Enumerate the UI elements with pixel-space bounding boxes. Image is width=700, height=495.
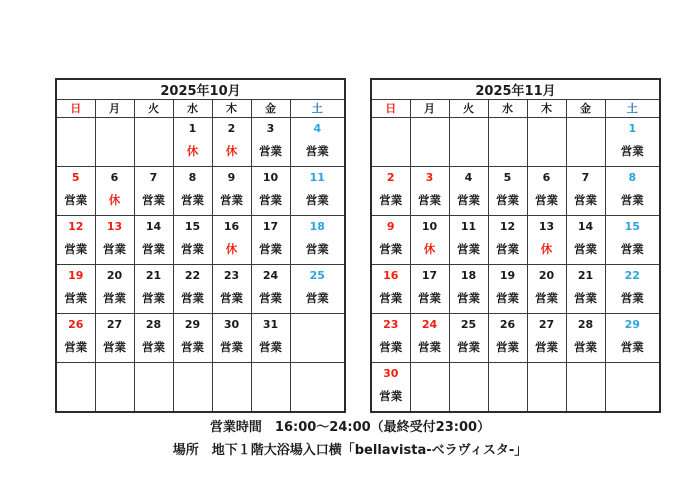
day-status: 営業 xyxy=(142,193,165,207)
day-status: 休 xyxy=(423,242,436,256)
day-number: 21 xyxy=(577,269,594,282)
weekday-header: 日 xyxy=(371,100,410,118)
calendar-day-cell xyxy=(290,118,345,167)
day-number: 3 xyxy=(425,171,434,184)
calendar-day-cell xyxy=(56,363,95,413)
calendar-day-cell xyxy=(95,118,134,167)
day-number: 20 xyxy=(106,269,123,282)
day-status: 休 xyxy=(540,242,553,256)
calendar-week-row xyxy=(371,265,660,314)
day-status: 営業 xyxy=(457,193,480,207)
day-number: 22 xyxy=(184,269,201,282)
calendar-day-cell xyxy=(173,167,212,216)
day-status: 営業 xyxy=(535,193,558,207)
day-status: 営業 xyxy=(259,291,282,305)
day-number: 16 xyxy=(383,269,399,282)
day-number: 26 xyxy=(499,318,516,331)
calendar-day-cell xyxy=(212,118,251,167)
weekday-header: 火 xyxy=(449,100,488,118)
day-status: 営業 xyxy=(574,242,597,256)
day-status: 営業 xyxy=(535,291,558,305)
calendar-day-cell xyxy=(410,216,449,265)
day-status: 営業 xyxy=(142,340,165,354)
day-status: 営業 xyxy=(496,291,519,305)
calendar-day-cell xyxy=(173,314,212,363)
calendar-day-cell xyxy=(449,265,488,314)
day-number: 13 xyxy=(538,220,555,233)
calendar-day-cell xyxy=(488,118,527,167)
calendar-week-row xyxy=(56,216,345,265)
calendar-day-cell xyxy=(527,216,566,265)
day-status: 営業 xyxy=(142,291,165,305)
day-status: 営業 xyxy=(259,340,282,354)
calendar-week-row xyxy=(56,314,345,363)
calendar-day-cell xyxy=(134,265,173,314)
day-number: 23 xyxy=(223,269,240,282)
day-number: 6 xyxy=(110,171,119,184)
calendar-week-row xyxy=(371,118,660,167)
calendar-week-row xyxy=(371,167,660,216)
footer-info xyxy=(0,416,700,462)
calendar-day-cell xyxy=(212,363,251,413)
calendar-day-cell xyxy=(290,265,345,314)
calendar-day-cell xyxy=(134,314,173,363)
weekday-header: 土 xyxy=(290,100,345,118)
calendar-day-cell xyxy=(527,265,566,314)
day-number: 9 xyxy=(386,220,395,233)
calendar-day-cell xyxy=(371,167,410,216)
calendar-day-cell xyxy=(251,314,290,363)
day-number: 6 xyxy=(542,171,551,184)
calendar-day-cell xyxy=(212,314,251,363)
day-number: 19 xyxy=(68,269,84,282)
day-status: 営業 xyxy=(379,389,403,403)
calendar-day-cell xyxy=(95,216,134,265)
calendar-2025-11 xyxy=(370,78,661,413)
day-number: 29 xyxy=(184,318,201,331)
day-number: 14 xyxy=(145,220,162,233)
calendar-day-cell xyxy=(566,363,605,413)
day-status: 営業 xyxy=(496,242,519,256)
calendar-2025-10 xyxy=(55,78,346,413)
calendar-day-cell xyxy=(527,314,566,363)
day-number: 19 xyxy=(499,269,516,282)
day-status: 営業 xyxy=(574,340,597,354)
day-status: 営業 xyxy=(103,340,126,354)
calendar-day-cell xyxy=(251,167,290,216)
calendar-day-cell xyxy=(212,167,251,216)
calendar-day-cell xyxy=(173,118,212,167)
calendar-day-cell xyxy=(566,314,605,363)
day-number: 25 xyxy=(309,269,325,282)
weekday-header: 木 xyxy=(212,100,251,118)
calendar-day-cell xyxy=(173,265,212,314)
calendar-title: 2025年11月 xyxy=(371,79,660,100)
calendar-day-cell xyxy=(488,265,527,314)
calendar-day-cell xyxy=(449,216,488,265)
weekday-header: 金 xyxy=(251,100,290,118)
day-status: 営業 xyxy=(305,242,329,256)
day-status: 営業 xyxy=(379,291,403,305)
calendar-day-cell xyxy=(290,363,345,413)
calendar-day-cell xyxy=(371,314,410,363)
calendar-day-cell xyxy=(134,363,173,413)
day-status: 営業 xyxy=(418,340,441,354)
day-status: 営業 xyxy=(305,193,329,207)
calendar-day-cell xyxy=(488,167,527,216)
calendar-day-cell xyxy=(56,118,95,167)
calendar-day-cell xyxy=(566,118,605,167)
day-number: 31 xyxy=(262,318,279,331)
day-number: 18 xyxy=(460,269,477,282)
day-number: 9 xyxy=(227,171,236,184)
calendar-day-cell xyxy=(449,314,488,363)
day-number: 28 xyxy=(577,318,594,331)
day-status: 営業 xyxy=(418,193,441,207)
weekday-header-row xyxy=(371,100,660,118)
day-status: 営業 xyxy=(305,144,329,158)
calendar-day-cell xyxy=(173,363,212,413)
calendar-day-cell xyxy=(371,118,410,167)
day-status: 営業 xyxy=(620,242,644,256)
weekday-header: 水 xyxy=(488,100,527,118)
day-number: 27 xyxy=(106,318,123,331)
day-number: 24 xyxy=(421,318,438,331)
day-status: 営業 xyxy=(379,242,403,256)
calendar-day-cell xyxy=(605,314,660,363)
calendar-day-cell xyxy=(290,216,345,265)
calendar-day-cell xyxy=(410,314,449,363)
day-number: 20 xyxy=(538,269,555,282)
calendar-day-cell xyxy=(488,363,527,413)
day-number: 11 xyxy=(460,220,477,233)
day-status: 営業 xyxy=(181,242,204,256)
day-status: 営業 xyxy=(574,193,597,207)
calendar-day-cell xyxy=(290,167,345,216)
calendar-day-cell xyxy=(566,167,605,216)
calendar-day-cell xyxy=(251,363,290,413)
day-number: 12 xyxy=(68,220,84,233)
day-number: 25 xyxy=(460,318,477,331)
day-number: 5 xyxy=(503,171,512,184)
calendar-week-row xyxy=(56,363,345,413)
day-status: 営業 xyxy=(620,144,644,158)
day-status: 営業 xyxy=(418,291,441,305)
day-status: 営業 xyxy=(259,144,282,158)
day-status: 営業 xyxy=(181,193,204,207)
calendar-week-row xyxy=(56,265,345,314)
day-number: 22 xyxy=(624,269,640,282)
day-status: 営業 xyxy=(64,242,88,256)
calendar-day-cell xyxy=(410,363,449,413)
day-number: 2 xyxy=(386,171,395,184)
day-number: 23 xyxy=(383,318,399,331)
calendar-day-cell xyxy=(410,265,449,314)
calendar-week-row xyxy=(371,363,660,413)
day-status: 営業 xyxy=(64,193,88,207)
day-status: 営業 xyxy=(64,340,88,354)
calendar-day-cell xyxy=(410,167,449,216)
day-number: 4 xyxy=(313,122,322,135)
calendar-day-cell xyxy=(134,216,173,265)
calendar-day-cell xyxy=(527,363,566,413)
day-status: 営業 xyxy=(259,242,282,256)
day-status: 営業 xyxy=(457,340,480,354)
calendar-day-cell xyxy=(527,167,566,216)
day-status: 営業 xyxy=(379,193,403,207)
day-number: 18 xyxy=(309,220,325,233)
day-number: 15 xyxy=(184,220,201,233)
day-status: 営業 xyxy=(64,291,88,305)
day-number: 28 xyxy=(145,318,162,331)
day-status: 営業 xyxy=(457,291,480,305)
calendar-day-cell xyxy=(605,265,660,314)
location-text: 場所 地下１階大浴場入口横「bellavista-ベラヴィスタ-」 xyxy=(172,443,528,458)
day-number: 11 xyxy=(309,171,325,184)
day-number: 10 xyxy=(262,171,279,184)
business-hours-text: 営業時間 16:00～24:00（最終受付23:00） xyxy=(209,420,491,435)
calendar-day-cell xyxy=(290,314,345,363)
day-status: 営業 xyxy=(305,291,329,305)
calendar-title: 2025年10月 xyxy=(56,79,345,100)
day-status: 営業 xyxy=(181,291,204,305)
calendar-day-cell xyxy=(95,265,134,314)
day-number: 1 xyxy=(188,122,197,135)
day-number: 29 xyxy=(624,318,640,331)
calendar-day-cell xyxy=(56,167,95,216)
day-number: 8 xyxy=(628,171,637,184)
day-status: 営業 xyxy=(457,242,480,256)
calendar-title-row xyxy=(56,79,345,100)
day-number: 21 xyxy=(145,269,162,282)
day-status: 営業 xyxy=(103,242,126,256)
day-status: 営業 xyxy=(620,193,644,207)
calendar-day-cell xyxy=(605,216,660,265)
calendar-week-row xyxy=(56,167,345,216)
calendar-day-cell xyxy=(251,118,290,167)
weekday-header: 火 xyxy=(134,100,173,118)
weekday-header: 月 xyxy=(95,100,134,118)
calendar-day-cell xyxy=(449,167,488,216)
weekday-header-row xyxy=(56,100,345,118)
calendar-day-cell xyxy=(605,118,660,167)
weekday-header: 水 xyxy=(173,100,212,118)
calendar-day-cell xyxy=(56,314,95,363)
calendar-day-cell xyxy=(212,216,251,265)
calendar-day-cell xyxy=(56,216,95,265)
weekday-header: 土 xyxy=(605,100,660,118)
calendar-day-cell xyxy=(134,118,173,167)
calendar-day-cell xyxy=(449,118,488,167)
calendar-title-row xyxy=(371,79,660,100)
calendar-day-cell xyxy=(95,314,134,363)
calendar-day-cell xyxy=(371,265,410,314)
day-status: 営業 xyxy=(259,193,282,207)
calendar-day-cell xyxy=(95,167,134,216)
day-status: 営業 xyxy=(620,340,644,354)
calendar-day-cell xyxy=(251,216,290,265)
calendar-week-row xyxy=(371,216,660,265)
day-number: 3 xyxy=(266,122,275,135)
day-status: 営業 xyxy=(220,193,243,207)
day-status: 営業 xyxy=(379,340,403,354)
day-status: 営業 xyxy=(535,340,558,354)
calendar-week-row xyxy=(371,314,660,363)
weekday-header: 金 xyxy=(566,100,605,118)
day-status: 営業 xyxy=(574,291,597,305)
day-number: 16 xyxy=(223,220,240,233)
day-status: 休 xyxy=(186,144,199,158)
day-number: 10 xyxy=(421,220,438,233)
day-number: 17 xyxy=(421,269,438,282)
day-number: 4 xyxy=(464,171,473,184)
day-number: 30 xyxy=(223,318,240,331)
day-status: 休 xyxy=(108,193,121,207)
calendar-day-cell xyxy=(371,363,410,413)
day-status: 営業 xyxy=(142,242,165,256)
calendar-day-cell xyxy=(410,118,449,167)
day-status: 営業 xyxy=(496,340,519,354)
day-status: 営業 xyxy=(620,291,644,305)
calendar-day-cell xyxy=(95,363,134,413)
day-number: 12 xyxy=(499,220,516,233)
calendar-day-cell xyxy=(173,216,212,265)
calendar-day-cell xyxy=(488,216,527,265)
calendar-week-row xyxy=(56,118,345,167)
day-number: 30 xyxy=(383,367,399,380)
calendar-day-cell xyxy=(527,118,566,167)
day-status: 営業 xyxy=(220,291,243,305)
day-number: 13 xyxy=(106,220,123,233)
day-number: 2 xyxy=(227,122,236,135)
day-number: 5 xyxy=(71,171,80,184)
calendar-day-cell xyxy=(566,216,605,265)
day-number: 7 xyxy=(581,171,590,184)
calendar-day-cell xyxy=(566,265,605,314)
calendar-day-cell xyxy=(134,167,173,216)
day-number: 17 xyxy=(262,220,279,233)
day-number: 7 xyxy=(149,171,158,184)
calendar-day-cell xyxy=(371,216,410,265)
weekday-header: 月 xyxy=(410,100,449,118)
weekday-header: 木 xyxy=(527,100,566,118)
calendar-day-cell xyxy=(605,363,660,413)
day-number: 15 xyxy=(624,220,640,233)
day-status: 休 xyxy=(225,144,238,158)
day-status: 営業 xyxy=(220,340,243,354)
day-status: 休 xyxy=(225,242,238,256)
calendar-day-cell xyxy=(449,363,488,413)
day-number: 24 xyxy=(262,269,279,282)
day-number: 27 xyxy=(538,318,555,331)
calendar-day-cell xyxy=(605,167,660,216)
day-status: 営業 xyxy=(181,340,204,354)
day-number: 26 xyxy=(68,318,84,331)
weekday-header: 日 xyxy=(56,100,95,118)
day-number: 8 xyxy=(188,171,197,184)
day-number: 14 xyxy=(577,220,594,233)
day-status: 営業 xyxy=(496,193,519,207)
day-status: 営業 xyxy=(103,291,126,305)
day-number: 1 xyxy=(628,122,637,135)
calendar-day-cell xyxy=(488,314,527,363)
calendar-day-cell xyxy=(56,265,95,314)
calendar-day-cell xyxy=(212,265,251,314)
calendar-day-cell xyxy=(251,265,290,314)
